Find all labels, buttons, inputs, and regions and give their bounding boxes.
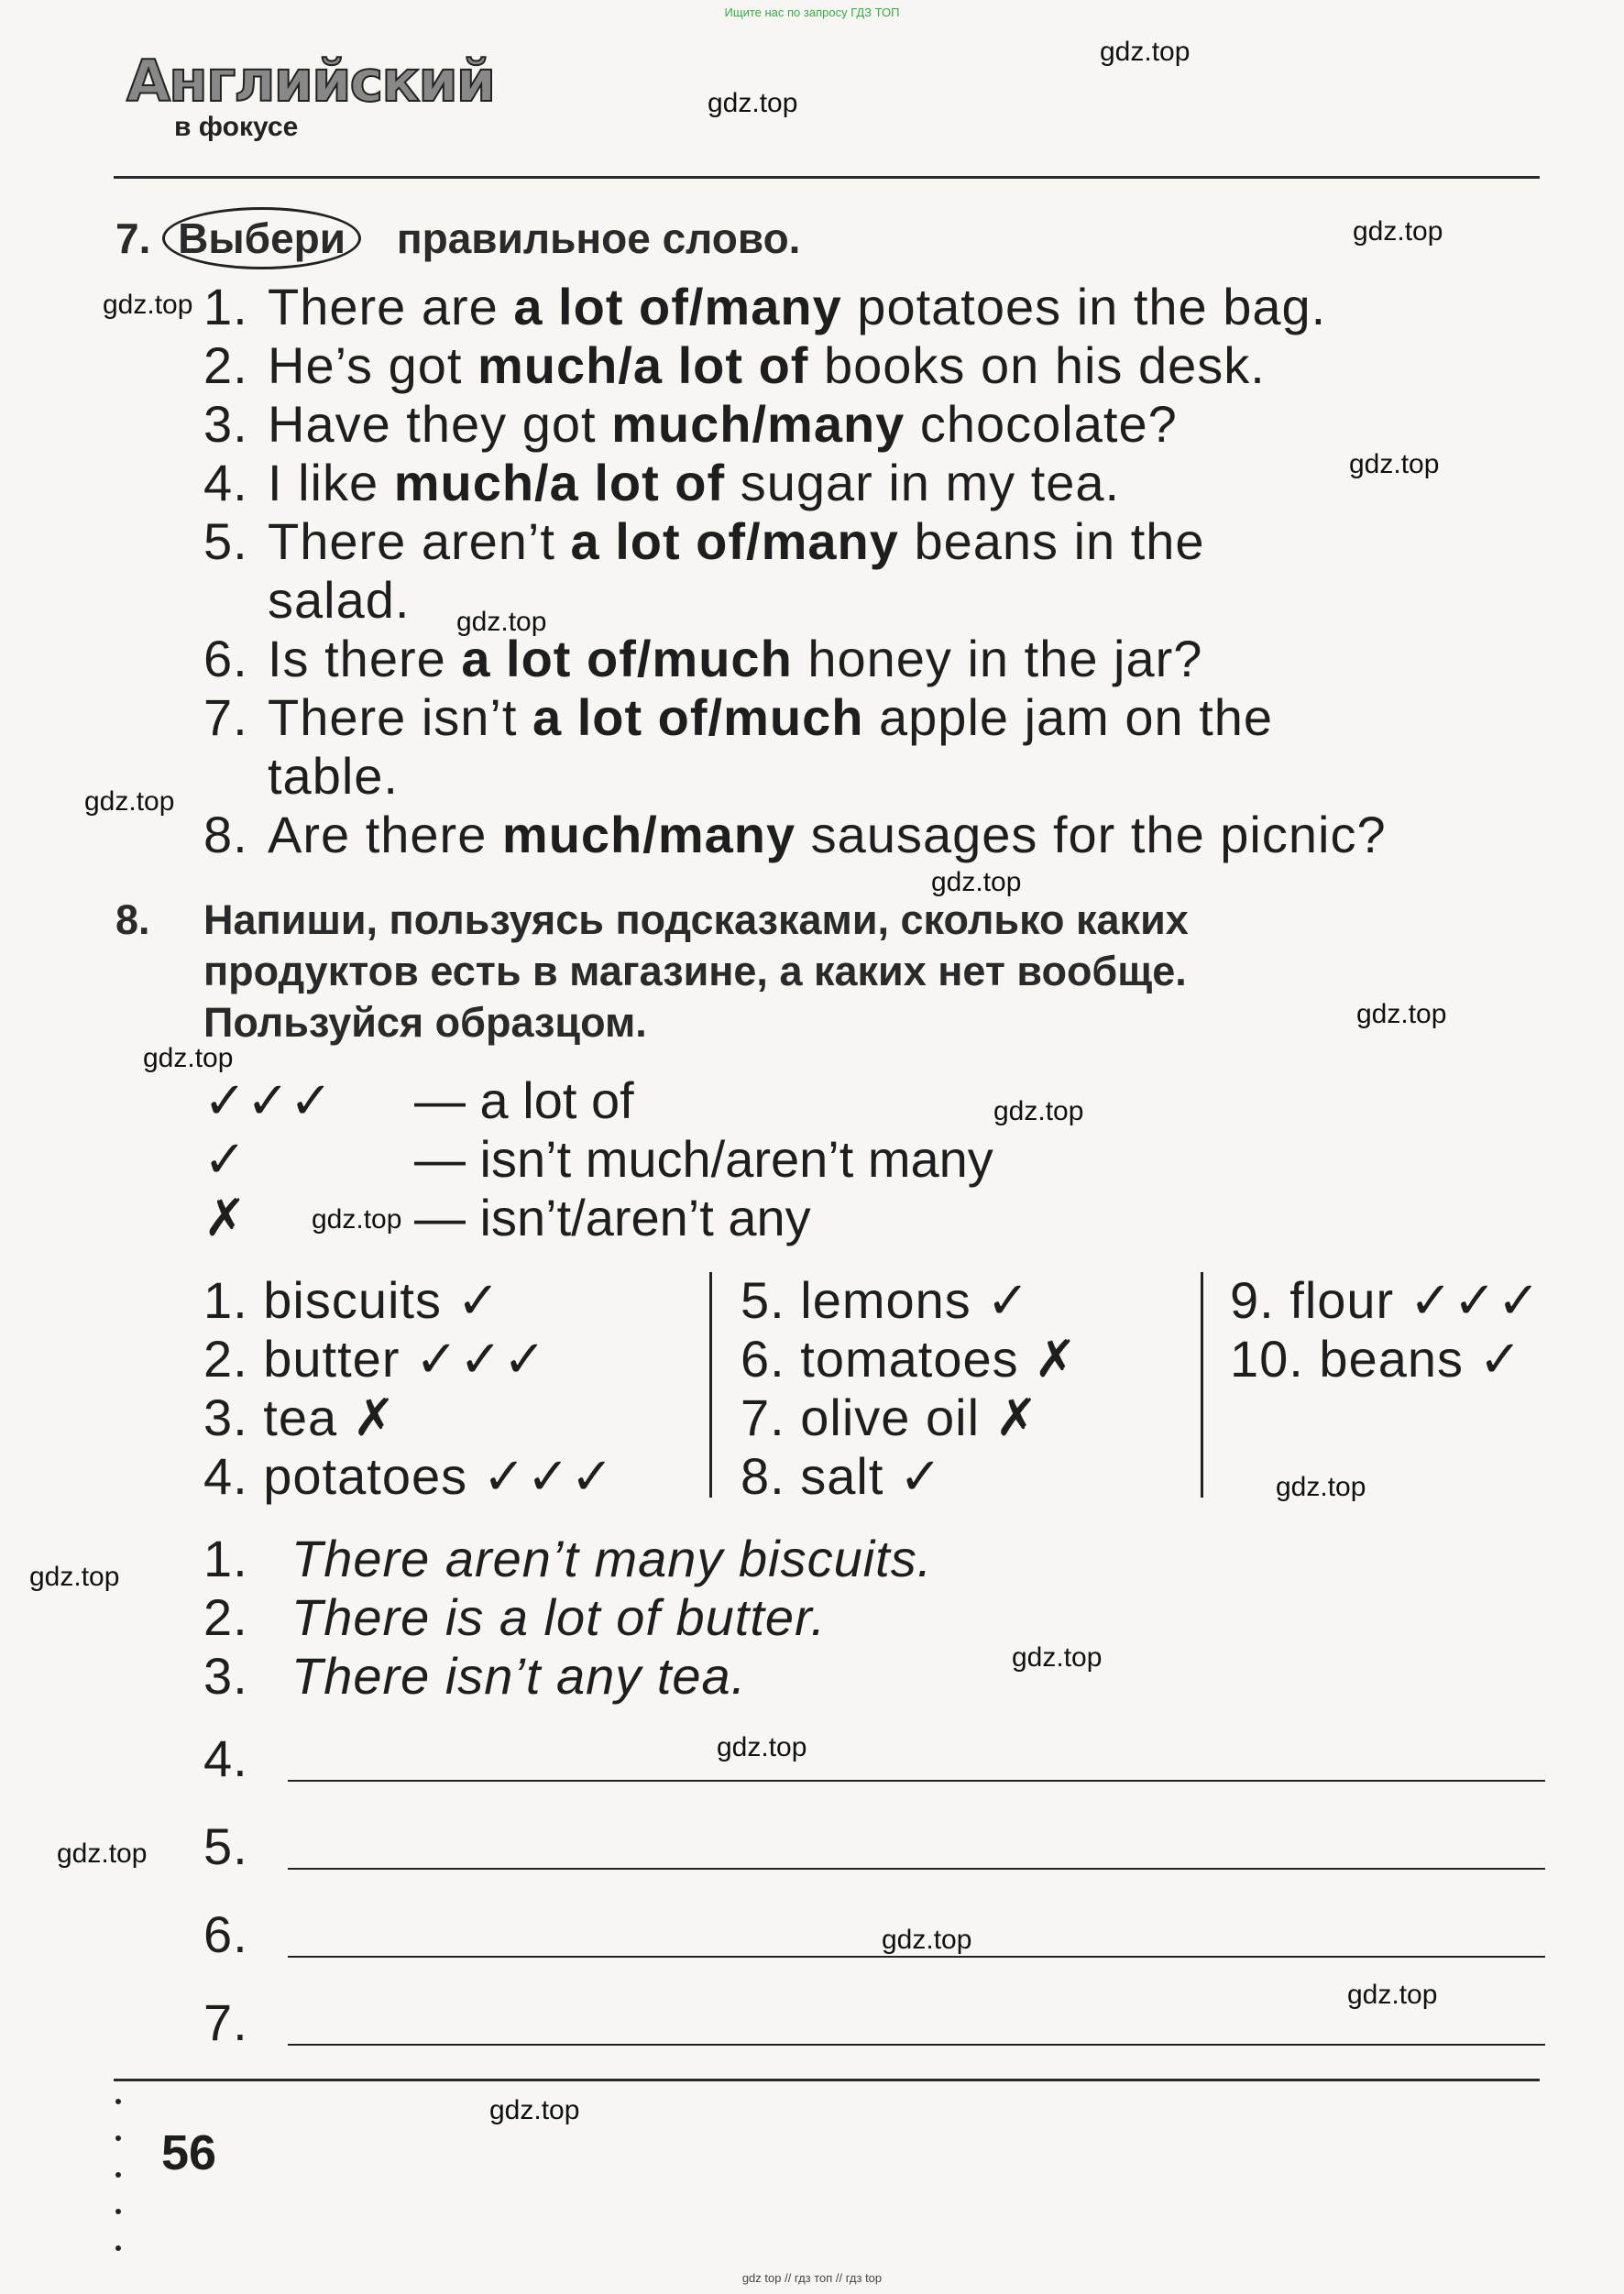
item-text-post: books on his desk. bbox=[808, 336, 1266, 394]
item-text-post: apple jam on the bbox=[863, 688, 1274, 746]
item-number: 4. bbox=[203, 454, 248, 511]
example-sentence: There is a lot of butter. bbox=[291, 1588, 827, 1646]
item-number: 7. bbox=[203, 688, 248, 746]
task7-item bbox=[203, 277, 1326, 336]
product-item: 1. biscuits ✓ bbox=[203, 1271, 501, 1329]
margin-dot bbox=[115, 2099, 121, 2104]
watermark: gdz.top bbox=[717, 1732, 807, 1762]
task7-item bbox=[203, 629, 1202, 688]
task7-item bbox=[268, 746, 399, 806]
book-logo-subtitle: в фокусе bbox=[174, 112, 299, 142]
product-item: 4. potatoes ✓✓✓ bbox=[203, 1447, 615, 1505]
item-choice: a lot of/much bbox=[461, 630, 793, 687]
circled-word: Выбери bbox=[162, 207, 361, 269]
watermark: gdz.top bbox=[143, 1043, 234, 1073]
column-divider bbox=[1201, 1272, 1203, 1498]
bottom-note: gdz top // гдз топ // гдз top bbox=[741, 2271, 883, 2285]
item-choice: a lot of/much bbox=[532, 688, 864, 746]
watermark: gdz.top bbox=[29, 1562, 120, 1592]
product-item: 9. flour ✓✓✓ bbox=[1230, 1271, 1542, 1329]
task8-instruction-line: продуктов есть в магазине, а каких нет вообще. bbox=[203, 948, 1187, 994]
item-number: 5. bbox=[203, 512, 248, 570]
product-item: 3. tea ✗ bbox=[203, 1388, 397, 1446]
watermark: gdz.top bbox=[1012, 1642, 1103, 1673]
item-text-post: honey in the jar? bbox=[792, 630, 1203, 687]
watermark: gdz.top bbox=[1347, 1980, 1438, 2010]
margin-dot bbox=[115, 2245, 121, 2251]
legend-text: — a lot of bbox=[414, 1071, 634, 1129]
watermark: gdz.top bbox=[993, 1096, 1084, 1126]
legend-text: — isn’t much/aren’t many bbox=[414, 1130, 993, 1188]
item-choice: a lot of/many bbox=[570, 512, 899, 570]
item-text-pre: I like bbox=[268, 454, 394, 511]
item-text-post: beans in the bbox=[898, 512, 1205, 570]
item-text-post: sausages for the picnic? bbox=[796, 806, 1387, 863]
task7-title-text: правильное слово. bbox=[396, 214, 801, 262]
item-text-post: chocolate? bbox=[905, 395, 1178, 453]
task7-item bbox=[203, 335, 1266, 395]
answer-line bbox=[288, 1868, 1545, 1870]
watermark: gdz.top bbox=[882, 1925, 972, 1955]
item-number: 6. bbox=[203, 630, 248, 687]
watermark: gdz.top bbox=[931, 867, 1022, 897]
watermark: gdz.top bbox=[84, 786, 175, 817]
item-text-post: potatoes in the bag. bbox=[841, 278, 1327, 335]
task8-instruction-line: Напиши, пользуясь подсказками, сколько каких bbox=[203, 896, 1189, 943]
task8-instruction-line: Пользуйся образцом. bbox=[203, 999, 647, 1046]
task8-number: 8. bbox=[115, 896, 150, 943]
task7-item bbox=[268, 570, 410, 630]
item-text-pre: salad. bbox=[268, 571, 411, 629]
item-text-pre: table. bbox=[268, 747, 399, 805]
legend-text: — isn’t/aren’t any bbox=[414, 1189, 811, 1246]
answer-number: 5. bbox=[203, 1817, 248, 1875]
example-sentence: There aren’t many biscuits. bbox=[291, 1530, 933, 1587]
legend-mark: ✓ bbox=[203, 1130, 247, 1188]
watermark: gdz.top bbox=[1356, 999, 1447, 1029]
item-choice: a lot of/many bbox=[513, 278, 842, 335]
example-number: 3. bbox=[203, 1647, 248, 1705]
margin-dot bbox=[115, 2135, 121, 2141]
item-text-pre: He’s got bbox=[268, 336, 477, 394]
answer-line bbox=[288, 2044, 1545, 2046]
item-number: 8. bbox=[203, 806, 248, 863]
answer-number: 7. bbox=[203, 1993, 248, 2051]
page-number: 56 bbox=[161, 2125, 217, 2180]
item-number: 2. bbox=[203, 336, 248, 394]
item-number: 1. bbox=[203, 278, 248, 335]
example-number: 2. bbox=[203, 1588, 248, 1646]
example-number: 1. bbox=[203, 1530, 248, 1587]
task7-item bbox=[203, 687, 1273, 747]
item-choice: much/a lot of bbox=[393, 454, 726, 511]
column-divider bbox=[709, 1272, 712, 1498]
watermark: gdz.top bbox=[489, 2095, 580, 2125]
task7-number: 7. bbox=[115, 214, 151, 262]
product-item: 8. salt ✓ bbox=[741, 1447, 943, 1505]
task7-item bbox=[203, 511, 1205, 571]
answer-number: 6. bbox=[203, 1905, 248, 1963]
task7-item bbox=[203, 394, 1178, 454]
item-choice: much/many bbox=[501, 806, 796, 863]
footer-divider bbox=[114, 2079, 1540, 2081]
answer-line bbox=[288, 1956, 1545, 1958]
margin-dot bbox=[115, 2209, 121, 2214]
item-choice: much/many bbox=[611, 395, 905, 453]
watermark: gdz.top bbox=[708, 88, 798, 118]
product-item: 5. lemons ✓ bbox=[741, 1271, 1031, 1329]
watermark: gdz.top bbox=[1349, 449, 1440, 479]
item-text-pre: There aren’t bbox=[268, 512, 571, 570]
watermark: gdz.top bbox=[312, 1204, 402, 1235]
book-logo-title: Английский bbox=[126, 48, 495, 115]
item-number: 3. bbox=[203, 395, 248, 453]
product-item: 2. butter ✓✓✓ bbox=[203, 1330, 547, 1388]
item-text-pre: Are there bbox=[268, 806, 502, 863]
header-divider bbox=[114, 176, 1540, 179]
task7-title bbox=[115, 207, 800, 269]
watermark: gdz.top bbox=[57, 1838, 148, 1869]
item-text-pre: There are bbox=[268, 278, 514, 335]
watermark: gdz.top bbox=[1100, 37, 1191, 67]
example-sentence: There isn’t any tea. bbox=[291, 1647, 747, 1705]
item-text-post: sugar in my tea. bbox=[725, 454, 1121, 511]
watermark: gdz.top bbox=[103, 290, 193, 320]
task7-item bbox=[203, 805, 1387, 864]
product-item: 10. beans ✓ bbox=[1230, 1330, 1523, 1388]
product-item: 7. olive oil ✗ bbox=[741, 1388, 1039, 1446]
legend-mark: ✓✓✓ bbox=[203, 1071, 333, 1129]
item-choice: much/a lot of bbox=[477, 336, 809, 394]
task7-item bbox=[203, 453, 1120, 512]
product-item: 6. tomatoes ✗ bbox=[741, 1330, 1079, 1388]
item-text-pre: Have they got bbox=[268, 395, 612, 453]
margin-dot bbox=[115, 2172, 121, 2178]
item-text-pre: There isn’t bbox=[268, 688, 532, 746]
watermark: gdz.top bbox=[456, 607, 547, 637]
answer-line bbox=[288, 1780, 1545, 1782]
answer-number: 4. bbox=[203, 1729, 248, 1787]
legend-mark: ✗ bbox=[203, 1189, 247, 1246]
watermark: gdz.top bbox=[1353, 216, 1443, 247]
top-search-note: Ищите нас по запросу ГДЗ ТОП bbox=[724, 5, 900, 19]
watermark: gdz.top bbox=[1276, 1472, 1366, 1502]
item-text-pre: Is there bbox=[268, 630, 462, 687]
